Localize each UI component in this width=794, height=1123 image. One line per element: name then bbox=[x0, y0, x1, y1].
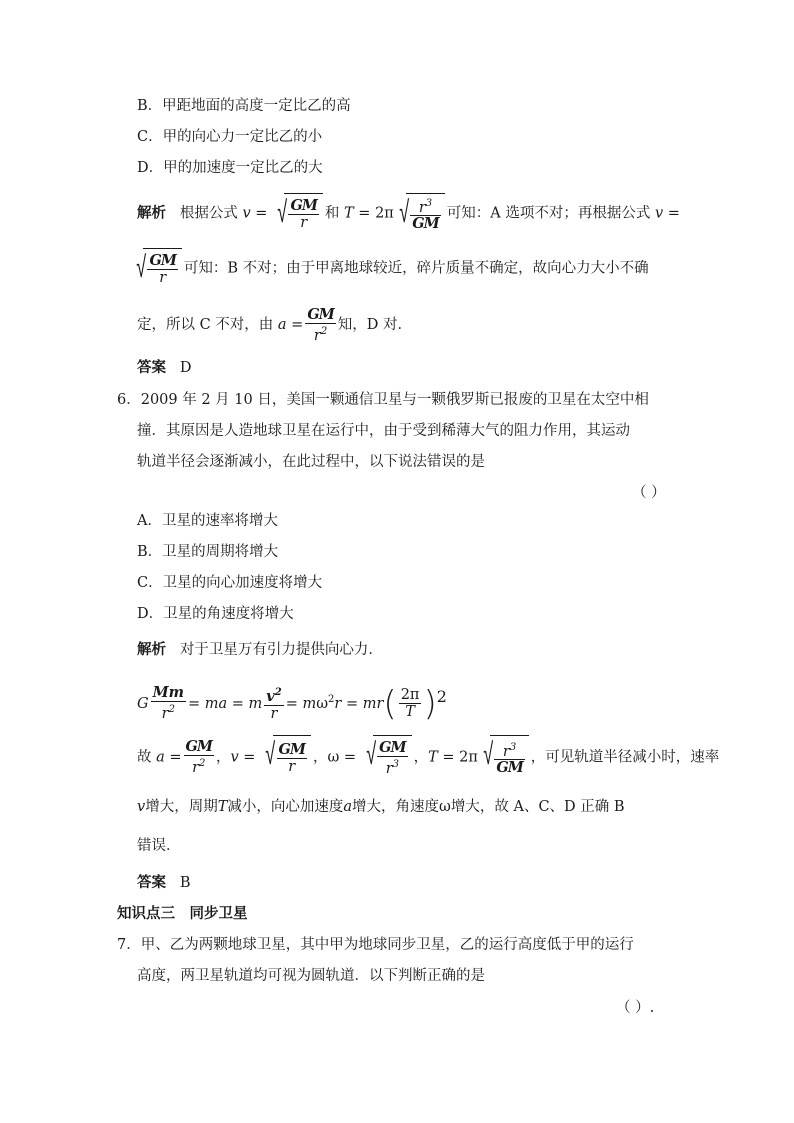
conclusion-text: ，可见轨道半径减小时，速率 bbox=[530, 749, 720, 766]
analysis-text: 对于卫星万有引力提供向心力． bbox=[179, 642, 383, 658]
analysis-text: 知，D 对． bbox=[337, 317, 413, 333]
analysis-label: 解析 bbox=[137, 204, 166, 222]
formula-sqrt-r3-gm: √ $\frac{r^3}{GM}$ bbox=[396, 193, 445, 234]
option-d: D．卫星的角速度将增大 bbox=[137, 606, 294, 622]
analysis-text: 可知：A 选项不对；再根据公式 bbox=[446, 205, 651, 222]
question-6-stem-2: 撞．其原因是人造地球卫星在运行中，由于受到稀薄大气的阻力作用，其运动 bbox=[137, 423, 630, 439]
answer-label: 答案 bbox=[137, 874, 166, 891]
analysis-line-1: 解析 根据公式 v = √ $\frac{GM}{r}$ 和 T = 2π √ $\frac{r^3}{GM}$ 可知：A 选项不对；再根据公式 v = bbox=[137, 195, 680, 233]
analysis-line-2 bbox=[137, 248, 649, 289]
analysis-line-3: 定，所以 C 不对，由 a = $\frac{GM}{r^2}$ 知，D 对． bbox=[137, 305, 413, 344]
option-b: B．卫星的周期将增大 bbox=[137, 544, 279, 560]
option-b: B．甲距地面的高度一定比乙的高 bbox=[137, 98, 351, 114]
conclusion-line-3: 错误． bbox=[137, 838, 181, 854]
question-6-stem-1: 6．2009 年 2 月 10 日，美国一颗通信卫星与一颗俄罗斯已报废的卫星在太空中相 bbox=[117, 392, 649, 408]
conclusion-text: 故 bbox=[137, 749, 152, 766]
answer-value: B bbox=[179, 875, 191, 891]
answer-value: D bbox=[179, 360, 192, 376]
section-heading: 知识点三 同步卫星 bbox=[117, 905, 248, 922]
option-c: C．甲的向心力一定比乙的小 bbox=[137, 129, 323, 145]
answer-blank: （ ）. bbox=[616, 1000, 655, 1016]
formula-sqrt-gm-r: √ $\frac{GM}{r}$ bbox=[133, 248, 182, 289]
analysis-label: 解析 bbox=[137, 641, 166, 658]
analysis-text: 根据公式 bbox=[179, 205, 238, 222]
answer-line bbox=[137, 873, 190, 893]
analysis-text: 定，所以 C 不对，由 bbox=[137, 317, 274, 333]
option-d: D．甲的加速度一定比乙的大 bbox=[137, 160, 323, 176]
conclusion-line-1: 故 a = $\frac{GM}{r^2}$ ，v = √ $\frac{GM}{r}$ ，ω = √ $\frac{GM}{r^3}$ ，T = 2π √ $\frac{r^3}{GM}$ ，可见轨道半径减小时，速率 bbox=[137, 735, 719, 780]
question-7-stem-1: 7．甲、乙为两颗地球卫星，其中甲为地球同步卫星，乙的运行高度低于甲的运行 bbox=[117, 937, 634, 953]
option-a: A．卫星的速率将增大 bbox=[137, 513, 278, 529]
analysis-text: 和 bbox=[324, 205, 340, 222]
answer-line bbox=[137, 358, 191, 378]
option-c: C．卫星的向心加速度将增大 bbox=[137, 575, 323, 591]
question-6-stem-3: 轨道半径会逐渐减小，在此过程中，以下说法错误的是 bbox=[137, 454, 485, 470]
answer-label: 答案 bbox=[137, 359, 166, 376]
answer-blank: （ ） bbox=[632, 485, 666, 501]
equation-gravitation: G $\frac{Mm}{r^2}$ = ma = m $\frac{v^2}{r}$ = $m\omega^2r = mr$( $\frac{2\pi}{T}$ )2 bbox=[137, 683, 447, 724]
math-var: v bbox=[242, 205, 251, 222]
analysis-text: 可知：B 不对；由于甲离地球较近，碎片质量不确定，故向心力大小不确 bbox=[183, 260, 649, 277]
question-7-stem-2: 高度，两卫星轨道均可视为圆轨道．以下判断正确的是 bbox=[137, 968, 485, 984]
formula-gm-r2: $\frac{GM}{r^2}$ bbox=[307, 305, 334, 344]
formula-sqrt-gm-r: √ $\frac{GM}{r}$ bbox=[274, 193, 323, 234]
conclusion-line-2: v增大，周期T减小，向心加速度a增大，角速度ω增大，故 A、C、D 正确 B bbox=[137, 799, 625, 815]
analysis-line bbox=[137, 640, 383, 660]
